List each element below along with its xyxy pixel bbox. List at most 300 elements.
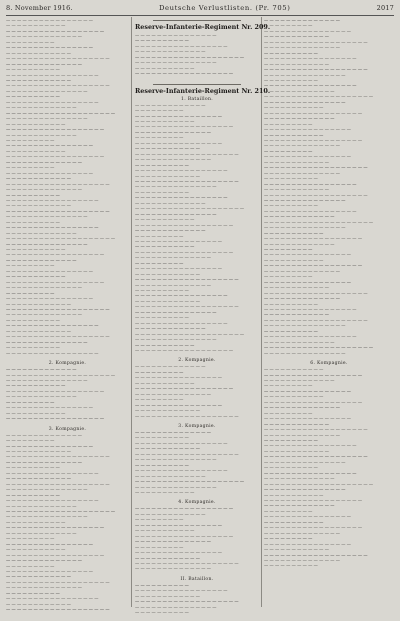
- casualty-entry: — — — — — — — — — — — — — —: [264, 268, 340, 274]
- casualty-entry: — — — — — — — — — — — — — — — — —: [264, 470, 357, 476]
- casualty-entry: — — — — — — — — — — — — — — —: [264, 487, 346, 493]
- casualty-entry: — — — — — — — — — — — — — —: [264, 557, 340, 563]
- casualty-entry: — — — — — — — — — —: [6, 345, 60, 351]
- casualty-entry: — — — — — — — — — —: [135, 189, 189, 195]
- casualty-entry: — — — — — — — — — — — —: [264, 61, 329, 67]
- casualty-entry: — — — — — — — — — — — —: [264, 285, 329, 291]
- casualty-entry: — — — — — — — — — — — — — — —: [264, 459, 346, 465]
- casualty-entry: — — — — — — — — — — — — — — —: [135, 184, 217, 190]
- casualty-entry: — — — — — — — — — — — — — — — — — — —: [264, 454, 368, 460]
- casualty-entry: — — — — — — — — — — — — — — — — — —: [264, 263, 363, 269]
- casualty-entry: — — — — — — — — — —: [6, 317, 60, 323]
- casualty-entry: — — — — — — — — — — — — — — — — — —: [264, 399, 363, 405]
- casualty-entry: — — — — — — — — — — — — — — — — —: [135, 293, 228, 299]
- casualty-entry: — — — — — — — — — —: [6, 492, 60, 498]
- casualty-entry: — — — — — — — — — — — — —: [264, 339, 335, 345]
- casualty-entry: — — — — — — — — — — — — — — — — —: [6, 498, 99, 504]
- casualty-entry: — — — — — — — — —: [6, 39, 55, 45]
- casualty-entry: — — — — — — — — — — —: [264, 394, 324, 400]
- company-subtitle: 2. Kompagnie.: [48, 361, 87, 367]
- section-heading: [135, 23, 271, 31]
- casualty-entry: — — — — — — — — —: [264, 274, 313, 280]
- casualty-entry: — — — — — — — — — — — — — — — — — —: [264, 110, 363, 116]
- casualty-entry: — — — — — — — — — — — — — — —: [264, 197, 346, 203]
- casualty-entry: — — — — — — — — — — — — —: [135, 364, 206, 370]
- casualty-entry: — — — — — — — — — — — — — — —: [6, 514, 88, 520]
- casualty-entry: — — — — — — — — — — — — — — — — — — —: [6, 181, 110, 187]
- casualty-entry: — — — — — — — — — — — — — — — —: [135, 375, 222, 381]
- casualty-entry: — — — — — — — — — — — — —: [6, 394, 77, 400]
- casualty-entry: — — — — — — — — —: [6, 137, 55, 143]
- casualty-entry: — — — — — — — — — — — — — — — —: [264, 28, 351, 34]
- casualty-entry: — — — — — — — — — — — — — — — — — — —: [135, 178, 239, 184]
- casualty-entry: — — — — — — — — — — — — — —: [264, 432, 340, 438]
- casualty-entry: — — — — — — — — — — — — — — — — — —: [135, 348, 234, 354]
- casualty-entry: — — — — — — — — —: [135, 108, 184, 114]
- casualty-entry: — — — — — — — — — —: [264, 50, 318, 56]
- casualty-entry: — — — — — — — — — — — —: [135, 446, 200, 452]
- casualty-entry: — — — — — — — — — — — — — — — — — —: [264, 525, 363, 531]
- casualty-entry: — — — — — — — — — — — — — — — — —: [135, 588, 228, 594]
- casualty-entry: — — — — — — — — — — —: [264, 230, 324, 236]
- casualty-entry: — — — — — — — — — — — — — — — —: [264, 279, 351, 285]
- casualty-entry: — — — — — — — — — — — — — — — — — — —: [6, 607, 110, 613]
- casualty-entry: — — — — — — — — — — — — — — —: [135, 457, 217, 463]
- column-3: [264, 18, 394, 608]
- casualty-entry: — — — — — — — — — — —: [264, 519, 324, 525]
- casualty-entry: — — — — — — — — — — — — — — — — —: [264, 307, 357, 313]
- casualty-entry: — — — — — — — — — — — — — —: [264, 405, 340, 411]
- casualty-entry: — — — — — — — — — — — — — — —: [135, 337, 217, 343]
- casualty-entry: — — — — — — — — — — —: [264, 492, 324, 498]
- casualty-entry: — — — — — — — — — — — — — — — — — — — —: [264, 345, 374, 351]
- casualty-entry: — — — — — — — — — — — —: [264, 187, 329, 193]
- casualty-entry: — — — — — — — — — — — — — — — — — —: [6, 525, 105, 531]
- casualty-entry: — — — — — — — — — — — — —: [135, 49, 206, 55]
- casualty-entry: — — — — — — — — — — — — — — — —: [264, 541, 351, 547]
- casualty-entry: — — — — — — — — — —: [264, 301, 318, 307]
- casualty-entry: — — — — — — — — — — — — — — — — —: [6, 225, 99, 231]
- casualty-entry: — — — — — — — — — — — — — — — —: [135, 522, 222, 528]
- casualty-entry: — — — — — — — — — —: [6, 67, 60, 73]
- header-page-number: 2017: [376, 4, 394, 12]
- casualty-entry: — — — — — — — — — — — — — — — — — — — —: [6, 372, 116, 378]
- casualty-entry: — — — — — — — — —: [264, 410, 313, 416]
- casualty-entry: — — — — — — — — — — — — — — — — —: [6, 323, 99, 329]
- casualty-entry: — — — — — — — — — — — —: [264, 547, 329, 553]
- casualty-entry: — — — — — — — — — — — — — — — —: [264, 252, 351, 258]
- casualty-entry: — — — — — — — — — — — — — — — —: [6, 405, 93, 411]
- casualty-entry: — — — — — — — — — — —: [135, 217, 195, 223]
- casualty-entry: — — — — — — — — — —: [135, 38, 189, 44]
- casualty-entry: — — — — — — — — —: [264, 121, 313, 127]
- casualty-entry: — — — — — — — — — — — — — — —: [135, 60, 217, 66]
- casualty-entry: — — — — — — — — — — — — — —: [135, 129, 211, 135]
- company-subtitle: 3. Kompagnie.: [178, 424, 216, 429]
- casualty-entry: — — — — — — — — — — — —: [6, 176, 71, 182]
- casualty-entry: — — — — — — — — — — — — — — — —: [264, 388, 351, 394]
- casualty-entry: — — — — — — — — — — — — — — — — — — — —: [264, 481, 374, 487]
- casualty-entry: — — — — — — — — — — — — — —: [135, 255, 211, 261]
- casualty-entry: — — — — — — — — — — — — —: [264, 88, 335, 94]
- casualty-entry: — — — — — — — — — — — — — —: [6, 285, 82, 291]
- casualty-entry: — — — — — — — — — — — — — — — —: [264, 154, 351, 160]
- casualty-entry: — — — — — — — — — — — — —: [135, 511, 206, 517]
- casualty-entry: — — — — — — — — — — — — — — — — — — — —: [264, 219, 374, 225]
- casualty-entry: — — — — — — — — — — — — — —: [264, 170, 340, 176]
- casualty-entry: — — — — — — — — — — — — — — —: [264, 72, 346, 78]
- casualty-entry: — — — — — — — — — —: [135, 610, 189, 616]
- casualty-entry: — — — — — — — — — — — — — — — — — —: [6, 127, 105, 133]
- casualty-entry: — — — — — — — — — — — —: [6, 328, 71, 334]
- casualty-entry: — — — — — — — — — — — — — — — —: [6, 18, 93, 23]
- casualty-entry: — — — — — — — — — —: [135, 435, 189, 441]
- casualty-entry: — — — — — — — — — — — — —: [264, 214, 335, 220]
- casualty-entry: — — — — — — — — —: [135, 233, 184, 239]
- casualty-entry: — — — — — — — — — —: [135, 462, 189, 468]
- casualty-entry: — — — — — — — — — — — — — — — — —: [135, 440, 228, 446]
- casualty-entry: — — — — — — — — —: [6, 399, 55, 405]
- casualty-entry: — — — — — — — — —: [264, 23, 313, 29]
- casualty-entry: — — — — — — — — —: [6, 290, 55, 296]
- casualty-entry: — — — — — — — — —: [264, 247, 313, 253]
- casualty-entry: — — — — — — — — — — — — — —: [135, 282, 211, 288]
- casualty-entry: — — — — — — — — — — — — — —: [6, 187, 82, 193]
- casualty-entry: — — — — — — — — — — — — — — — — —: [135, 43, 228, 49]
- casualty-entry: — — — — — — — — — — — — — — — — — — —: [264, 290, 368, 296]
- casualty-entry: — — — — — — — — — — — — — — — — —: [135, 168, 228, 174]
- casualty-entry: — — — — — — — — — — — — — — — — — — — —: [6, 236, 116, 242]
- casualty-entry: — — — — — — — — — — — — — — — —: [6, 541, 93, 547]
- casualty-entry: — — — — — — — — — — — — — — —: [6, 214, 88, 220]
- casualty-entry: — — — — — — — — — —: [264, 437, 318, 443]
- casualty-entry: — — — — — — — — — — — — — —: [135, 539, 211, 545]
- casualty-entry: — — — — — — — — — — — —: [6, 574, 71, 580]
- casualty-entry: — — — — — — — — —: [6, 165, 55, 171]
- header-title: Deutsche Verlustlisten. (Pr. 705): [158, 4, 291, 12]
- casualty-entry: — — — — — — — — — —: [6, 192, 60, 198]
- casualty-entry: — — — — — — — — — — — —: [264, 34, 329, 40]
- casualty-entry: — — — — — — — — — — — — — — — — — — — —: [6, 508, 116, 514]
- casualty-entry: — — — — — — — — —: [6, 536, 55, 542]
- casualty-entry: — — — — — — — — — — — —: [135, 408, 200, 414]
- casualty-entry: — — — — — — — — — — — — — — — — — —: [6, 154, 105, 160]
- casualty-entry: — — — — — — — — — — — — — — —: [6, 339, 88, 345]
- casualty-entry: — — — — — — — — — — — — —: [135, 102, 206, 108]
- casualty-entry: — — — — — — — — — — — — — — — — —: [6, 470, 99, 476]
- casualty-entry: — — — — — — — — — — — — — — — — —: [135, 195, 228, 201]
- casualty-entry: — — — — — — — — — — — — — — —: [135, 484, 217, 490]
- column-2: [135, 18, 271, 616]
- casualty-entry: — — — — — — — — — — —: [135, 342, 195, 348]
- casualty-entry: — — — — — — — — — — — — — —: [6, 159, 82, 165]
- casualty-entry: — — — — — — — — — — — — — — — — — —: [264, 497, 363, 503]
- casualty-entry: — — — — — — — — — — — — — — — — — — — —: [135, 331, 245, 337]
- casualty-entry: — — — — — — — — — — — — —: [264, 116, 335, 122]
- casualty-entry: — — — — — — — — — — — — — — — — — — — —: [264, 94, 374, 100]
- casualty-entry: — — — — — — — — — — — — — — — — — — —: [135, 599, 239, 605]
- casualty-entry: — — — — — — — — — — — — — — — — — — —: [135, 277, 239, 283]
- casualty-entry: — — — — — — — — — — —: [6, 410, 66, 416]
- casualty-entry: — — — — — — — — — — — — — — — — —: [264, 443, 357, 449]
- casualty-entry: — — — — — — — — — — — — — — — — — — —: [135, 560, 239, 566]
- casualty-entry: — — — — — — — — —: [6, 563, 55, 569]
- casualty-entry: — — — — — — — — — — — — — — — — — — —: [264, 39, 368, 45]
- casualty-entry: — — — — — — — — — — — — — —: [264, 530, 340, 536]
- casualty-entry: — — — — — — — — — — — — — — — —: [264, 416, 351, 422]
- casualty-entry: — — — — — — — — — — — — — — — — — — — —: [135, 479, 245, 485]
- section-rule: [153, 20, 241, 21]
- casualty-entry: — — — — — — — — — — — — —: [6, 530, 77, 536]
- casualty-entry: — — — — — — — — — — —: [135, 118, 195, 124]
- regiment-title: Reserve-Infanterie-Regiment Nr. 209.: [135, 23, 271, 31]
- casualty-entry: — — — — — — — — —: [135, 517, 184, 523]
- casualty-entry: — — — — — — — — — — — — — — —: [6, 88, 88, 94]
- casualty-entry: — — — — — — — — —: [135, 397, 184, 403]
- casualty-entry: — — — — — — — — — — — —: [135, 173, 200, 179]
- casualty-entry: — — — — — — — — — — — — —: [6, 257, 77, 263]
- casualty-entry: — — — — — — — — — — — — — — —: [6, 378, 88, 383]
- section-gap: [135, 77, 259, 82]
- casualty-entry: — — — — — — — — — —: [135, 162, 189, 168]
- casualty-entry: — — — — — — — — — — — — — — — — —: [135, 320, 228, 326]
- casualty-entry: — — — — — — — — — — — — — — — —: [6, 568, 93, 574]
- casualty-entry: — — — — — — — — — — — — — — — — — —: [135, 533, 234, 539]
- casualty-entry: — — — — — — — — — — — — — —: [135, 566, 211, 572]
- casualty-entry: — — — — — — — — —: [135, 260, 184, 266]
- company-subtitle: 4. Kompagnie.: [178, 500, 216, 506]
- company-subtitle: 2. Kompagnie.: [178, 358, 216, 364]
- casualty-entry: — — — — — — — — — — — —: [6, 448, 71, 454]
- casualty-entry: — — — — — — — — —: [6, 438, 55, 444]
- casualty-entry: — — — — — — — — — — — — — — — —: [6, 443, 93, 449]
- casualty-entry: — — — — — — — — — — — — — — —: [6, 116, 88, 122]
- casualty-entry: — — — — — — — — — — — — — — —: [6, 487, 88, 493]
- casualty-entry: — — — — — — — — — — — — — —: [264, 45, 340, 51]
- column-divider: [261, 17, 262, 607]
- casualty-entry: — — — — — — — — — — — — — — — —: [6, 268, 93, 274]
- header-date: 8. November 1916.: [6, 4, 73, 12]
- casualty-entry: — — — — — — — — — — — — — —: [6, 459, 82, 465]
- casualty-entry: — — — — — — — — — — — — — — — — — — —: [6, 579, 110, 585]
- casualty-entry: — — — — — — — — — — — — — — — — — — —: [264, 427, 368, 433]
- casualty-entry: — — — — — — — — — —: [6, 465, 60, 471]
- casualty-entry: — — — — — — — — — — — — — — — — — —: [135, 71, 234, 77]
- casualty-entry: — — — — — — — — — — — — —: [6, 367, 77, 373]
- casualty-entry: — — — — — — — — — — — — — — — —: [135, 140, 222, 146]
- casualty-entry: — — — — — — — — — — — —: [6, 203, 71, 209]
- casualty-entry: — — — — — — — — — — —: [6, 121, 66, 127]
- casualty-entry: — — — — — — — — — — — — — —: [6, 432, 82, 438]
- casualty-entry: — — — — — — — — — — — — — — — — —: [6, 197, 99, 203]
- casualty-entry: — — — — — — — — — — — — — —: [6, 312, 82, 318]
- company-subtitle: 6. Kompagnie.: [310, 361, 348, 367]
- casualty-entry: — — — — — — — — — — — — — —: [135, 430, 211, 435]
- casualty-entry: — — — — — — — — — — — —: [135, 555, 200, 561]
- casualty-entry: — — — — — — — — — — — — — — — — — —: [6, 28, 105, 34]
- casualty-entry: — — — — — — — — — —: [264, 328, 318, 334]
- casualty-entry: — — — — — — — — — — — — — — —: [135, 604, 217, 610]
- casualty-entry: — — — — — — — — — — —: [135, 65, 195, 71]
- company-subtitle: 1. Bataillon.: [180, 96, 214, 102]
- casualty-entry: — — — — — — — — —: [264, 148, 313, 154]
- casualty-entry: — — — — — — — — — — —: [6, 148, 66, 154]
- casualty-entry: — — — — — — — — —: [264, 508, 313, 514]
- casualty-entry: — — — — — — — — — — — — — — — — — —: [135, 249, 234, 255]
- casualty-entry: — — — — — — — — — — — — — — —: [6, 241, 88, 247]
- casualty-entry: — — — — — — — — — — — —: [264, 421, 329, 427]
- casualty-entry: — — — — — — — — — — — — — —: [264, 296, 340, 302]
- casualty-entry: — — — — — — — — — — — — — — —: [264, 99, 346, 105]
- casualty-entry: — — — — — — — — — — — — — — — — —: [6, 72, 99, 78]
- casualty-entry: — — — — — — — — — — —: [135, 380, 195, 386]
- casualty-entry: — — — — — — — — — —: [264, 563, 318, 569]
- casualty-entry: — — — — — — — — — — — — — — — —: [264, 127, 351, 133]
- casualty-entry: — — — — — — — — — — — — — — — — — —: [264, 372, 363, 378]
- casualty-entry: — — — — — — — — — — — —: [135, 271, 200, 277]
- casualty-entry: — — — — — — — — — —: [264, 176, 318, 182]
- casualty-entry: — — — — — — — — — — —: [264, 105, 324, 111]
- regiment-title: Reserve-Infanterie-Regiment Nr. 210.: [135, 86, 271, 95]
- casualty-entry: — — — — — — — — — — — — — — — — — — —: [264, 552, 368, 558]
- casualty-entry: — — — — — — — — — —: [135, 288, 189, 294]
- casualty-entry: — — — — — — — — — — — — — — — —: [135, 266, 222, 272]
- header-rule: [6, 15, 394, 16]
- casualty-entry: — — — — — — — — — — — —: [264, 312, 329, 318]
- casualty-entry: — — — — — — — — — — — — — — — —: [6, 45, 93, 51]
- casualty-entry: — — — — — — — — — — — — —: [6, 105, 77, 111]
- casualty-entry: — — — — — — — — — — — — — — — — — — —: [6, 334, 110, 340]
- casualty-entry: — — — — — — — — — —: [6, 94, 60, 100]
- casualty-entry: — — — — — — — — — — — — — — — —: [264, 514, 351, 520]
- casualty-entry: — — — — — — — — — — — — — — — —: [135, 550, 222, 556]
- casualty-entry: — — — — — — — — — — — — — — — — —: [264, 208, 357, 214]
- casualty-entry: — — — — — — — — — — —: [6, 547, 66, 553]
- section-heading: [135, 86, 271, 95]
- casualty-entry: — — — — — — — — — — — — — — — — — — —: [264, 165, 368, 171]
- casualty-entry: — — — — — — — — — — — — — —: [135, 157, 211, 163]
- casualty-entry: — — — — — — — — — — — — — — — —: [135, 238, 222, 244]
- section-gap: [6, 613, 129, 618]
- casualty-entry: — — — — — — — — — — — — — — — — —: [6, 99, 99, 105]
- column-divider: [131, 17, 132, 607]
- casualty-entry: — — — — — — — — — — — — — — —: [264, 350, 346, 356]
- casualty-entry: — — — — — — — — —: [135, 369, 184, 375]
- column-1: [6, 18, 129, 613]
- casualty-entry: — — — — — — — — — — — — — — — — — — —: [264, 67, 368, 73]
- casualty-entry: — — — — — — — — — — — — — — — —: [6, 296, 93, 302]
- casualty-entry: — — — — — — — — — — — — —: [6, 503, 77, 509]
- casualty-entry: — — — — — — — — — — — —: [6, 476, 71, 482]
- casualty-entry: — — — — — — — — — — — — — — — — — — —: [135, 413, 239, 419]
- casualty-entry: — — — — — — — — — — — — —: [6, 230, 77, 236]
- casualty-entry: — — — — — — — — — — — — — — — — — —: [135, 506, 234, 512]
- casualty-entry: — — — — — — — — — — — — — — — — —: [264, 56, 357, 62]
- casualty-entry: — — — — — — — — — — — — —: [135, 326, 206, 332]
- casualty-entry: — — — — — — — — — — — — — — — — — — —: [6, 481, 110, 487]
- casualty-entry: — — — — — — — — — — — — — — — — — —: [135, 386, 234, 392]
- casualty-entry: — — — — — — — — — — — — — —: [6, 61, 82, 67]
- casualty-entry: — — — — — — — — — — — — — — — — — — —: [135, 304, 239, 310]
- casualty-entry: — — — — — — — — — —: [135, 582, 189, 588]
- casualty-entry: — — — — — — — — — — — — — — — — — — —: [6, 56, 110, 62]
- casualty-entry: — — — — — — — — —: [135, 544, 184, 550]
- casualty-entry: — — — — — — — — — — — — — — — — — — —: [135, 151, 239, 157]
- company-subtitle: II. Bataillon.: [180, 576, 214, 582]
- casualty-entry: — — — — — — — — — — — — — — — — — — — —: [6, 110, 116, 116]
- casualty-entry: — — — — — — — — — — —: [6, 383, 66, 389]
- casualty-entry: — — — — — — — — — — — — — — — — — — —: [264, 317, 368, 323]
- casualty-entry: — — — — — — — — — — — — — — — — — —: [6, 279, 105, 285]
- casualty-entry: — — — — — — — — — — — — — —: [6, 34, 82, 40]
- casualty-entry: — — — — — — — — — — — — — — — — — —: [264, 137, 363, 143]
- section-gap: [264, 569, 394, 574]
- casualty-entry: — — — — — — — — — —: [6, 590, 60, 596]
- casualty-entry: — — — — — — — — — — — —: [135, 146, 200, 152]
- casualty-entry: — — — — — — — — — — — — — — — — —: [6, 596, 99, 602]
- casualty-entry: — — — — — — — — — — — — — — — — — —: [6, 388, 105, 394]
- casualty-entry: — — — — — — — — — — —: [135, 244, 195, 250]
- casualty-entry: — — — — — — — — — — — — — — — — — —: [135, 222, 234, 228]
- section-gap: [135, 616, 259, 621]
- casualty-entry: — — — — — — — — — — — — — — — — —: [135, 468, 228, 474]
- casualty-entry: — — — — — — — — — — — — — — —: [135, 309, 217, 315]
- casualty-entry: — — — — — — — — — — — — — — — — — — —: [6, 307, 110, 313]
- casualty-entry: — — — — — — — — — — — —: [264, 159, 329, 165]
- casualty-entry: — — — — — — — — — — —: [135, 489, 195, 495]
- casualty-entry: — — — — — — — — —: [264, 536, 313, 542]
- casualty-entry: — — — — — — — — — — — — — — — — — —: [135, 124, 234, 130]
- casualty-entry: — — — — — — — — — — — — —: [264, 476, 335, 482]
- casualty-entry: — — — — — — — — — — —: [6, 274, 66, 280]
- casualty-entry: — — — — — — — — — — — — —: [135, 228, 206, 234]
- casualty-entry: — — — — — — — — — — — — — — — — — —: [264, 236, 363, 242]
- casualty-entry: — — — — — — — — — — — — — — — — — — —: [6, 454, 110, 460]
- casualty-entry: — — — — — — — — — — — — — — — —: [135, 402, 222, 408]
- casualty-entry: — — — — — — — — — — — — — — — —: [6, 143, 93, 149]
- casualty-entry: — — — — — — — — —: [264, 383, 313, 389]
- casualty-entry: — — — — — — — — — — — — — —: [6, 558, 82, 564]
- casualty-entry: — — — — — — — — — — — —: [135, 298, 200, 304]
- casualty-entry: — — — — — — — — — — — — — — —: [135, 211, 217, 217]
- casualty-entry: — — — — — — — — — — — — — — — — — —: [6, 416, 105, 422]
- casualty-entry: — — — — — — — — — — —: [264, 257, 324, 263]
- casualty-entry: — — — — — — — — — — — — — — — — — — — —: [135, 54, 245, 60]
- casualty-entry: — — — — — — — — — — — —: [6, 601, 71, 607]
- casualty-entry: — — — — — — — — —: [6, 263, 55, 269]
- section-rule: [153, 84, 241, 85]
- casualty-entry: — — — — — — — — — — — — —: [6, 132, 77, 138]
- casualty-entry: — — — — — — — — — — — — — — — — —: [264, 334, 357, 340]
- casualty-entry: — — — — — — — — — —: [6, 219, 60, 225]
- casualty-entry: — — — — — — — — — — — — — — — — —: [264, 83, 357, 89]
- casualty-entry: — — — — — — — — — — — — — — — — — — —: [135, 451, 239, 457]
- casualty-entry: — — — — — — — — — — — — — —: [6, 585, 82, 591]
- casualty-entry: — — — — — — — — — — — — — — — — —: [264, 181, 357, 187]
- casualty-entry: — — — — — — — — — —: [264, 77, 318, 83]
- casualty-entry: — — — — — — — — —: [135, 135, 184, 141]
- casualty-entry: — — — — — — — — — — — — —: [264, 378, 335, 383]
- casualty-entry: — — — — — — — — — — — — — — — — — — —: [264, 192, 368, 198]
- casualty-entry: — — — — — — — — — — —: [6, 23, 66, 29]
- casualty-entry: — — — — — — — — — — — — — — — — — — —: [6, 83, 110, 89]
- casualty-entry: — — — — — — — — — —: [135, 315, 189, 321]
- casualty-entry: — — — — — — — — — — — — — — — — — — —: [6, 208, 110, 214]
- company-subtitle: 3. Kompagnie.: [48, 426, 87, 432]
- page-header: [6, 2, 394, 14]
- casualty-entry: — — — — — — — — — — — — — — — — — —: [6, 252, 105, 258]
- casualty-entry: — — — — — — — — — — —: [264, 132, 324, 138]
